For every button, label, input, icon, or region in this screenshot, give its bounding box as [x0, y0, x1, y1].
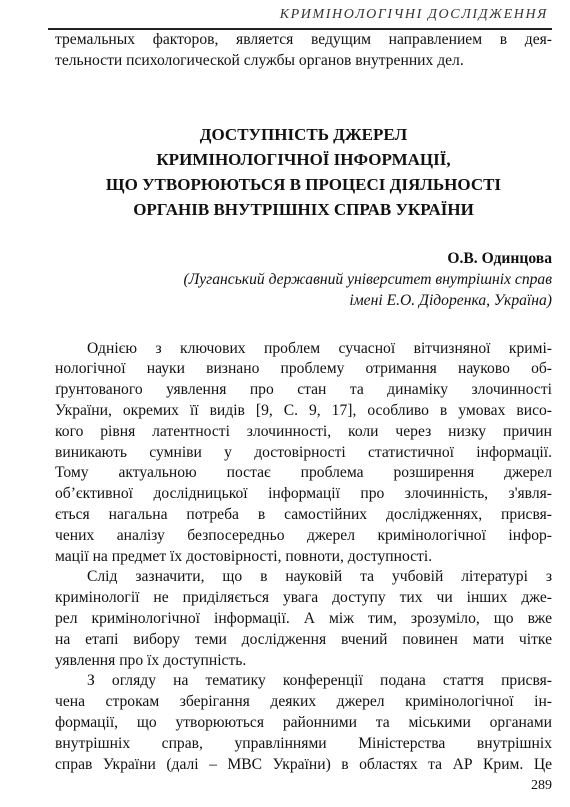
text-line: тельности психологической службы органов внутренних дел. [55, 51, 464, 69]
page-number: 289 [531, 778, 552, 793]
text-line: Тому актуальною постає проблема розширення джерел [55, 464, 552, 482]
text-line: тремальных факторов, является ведущим направлением в дея- [55, 31, 552, 48]
title-line: ОРГАНІВ ВНУТРІШНІХ СПРАВ УКРАЇНИ [133, 199, 474, 219]
title-line: КРИМІНОЛОГІЧНОЇ ІНФОРМАЦІЇ, [156, 149, 451, 169]
text-line: кого рівня латентності злочинності, коли через низку причин [55, 422, 552, 440]
text-line: чених аналізу безпосередньо джерел кримінологічної інфор- [55, 526, 552, 544]
text-line: ється нагальна потреба в самостійних дослідженнях, присвя- [55, 505, 552, 523]
paragraph [55, 567, 552, 671]
author-affiliation [55, 269, 552, 311]
affiliation-line: імені Е.О. Дідоренка, Україна) [349, 291, 552, 309]
article-title [55, 122, 552, 222]
title-line: ДОСТУПНІСТЬ ДЖЕРЕЛ [199, 124, 408, 144]
text-line: рел кримінологічної інформації. А між тим, зрозуміло, що вже [55, 609, 552, 627]
author-name: О.В. Одинцова [447, 249, 552, 267]
text-line: України, окремих її видів [9, С. 9, 17], особливо в умовах висо- [55, 401, 552, 419]
article-body [55, 339, 552, 776]
text-line: Слід зазначити, що в науковій та учбовій літературі з [87, 568, 552, 586]
text-line: на етапі вибору теми дослідження вчений повинен мати чітке [55, 630, 552, 648]
text-line: Однією з ключових проблем сучасної вітчизняної кримі- [87, 339, 552, 357]
text-line: об’єктивної дослідницької інформації про злочинність, з'явля- [55, 485, 552, 503]
running-title: КРИМІНОЛОГІЧНІ ДОСЛІДЖЕННЯ [279, 7, 548, 22]
text-line: кримінології не приділяється увага доступу тих чи інших дже- [55, 589, 552, 607]
affiliation-line: (Луганський державний університет внутрішніх справ [183, 270, 552, 288]
running-header [48, 6, 552, 30]
text-line: уявлення про їх доступність. [55, 651, 247, 669]
text-line: нологічної науки визнано проблему отримання науково об- [55, 360, 552, 378]
paragraph [55, 339, 552, 568]
text-line: внутрішніх справ, управліннями Міністерства внутрішніх [55, 734, 552, 752]
text-line: З огляду на тематику конференції подана стаття присвя- [87, 672, 552, 690]
text-line: формації, що утворюються районними та міськими органами [55, 713, 552, 731]
title-line: ЩО УТВОРЮЮТЬСЯ В ПРОЦЕСІ ДІЯЛЬНОСТІ [105, 174, 502, 194]
text-line: справ України (далі – МВС України) в областях та АР Крим. Це [55, 755, 552, 773]
text-line: мації на предмет їх достовірності, повноти, доступності. [55, 547, 433, 565]
text-line: виникають сумніви у достовірності статистичної інформації. [55, 443, 552, 461]
paragraph [55, 671, 552, 775]
page-content [55, 30, 552, 775]
text-line: ґрунтованого уявлення про стан та динаміку злочинності [55, 381, 552, 399]
previous-article-tail [55, 30, 552, 72]
text-line: чена строкам зберігання деяких джерел кримінологічної ін- [55, 693, 552, 711]
